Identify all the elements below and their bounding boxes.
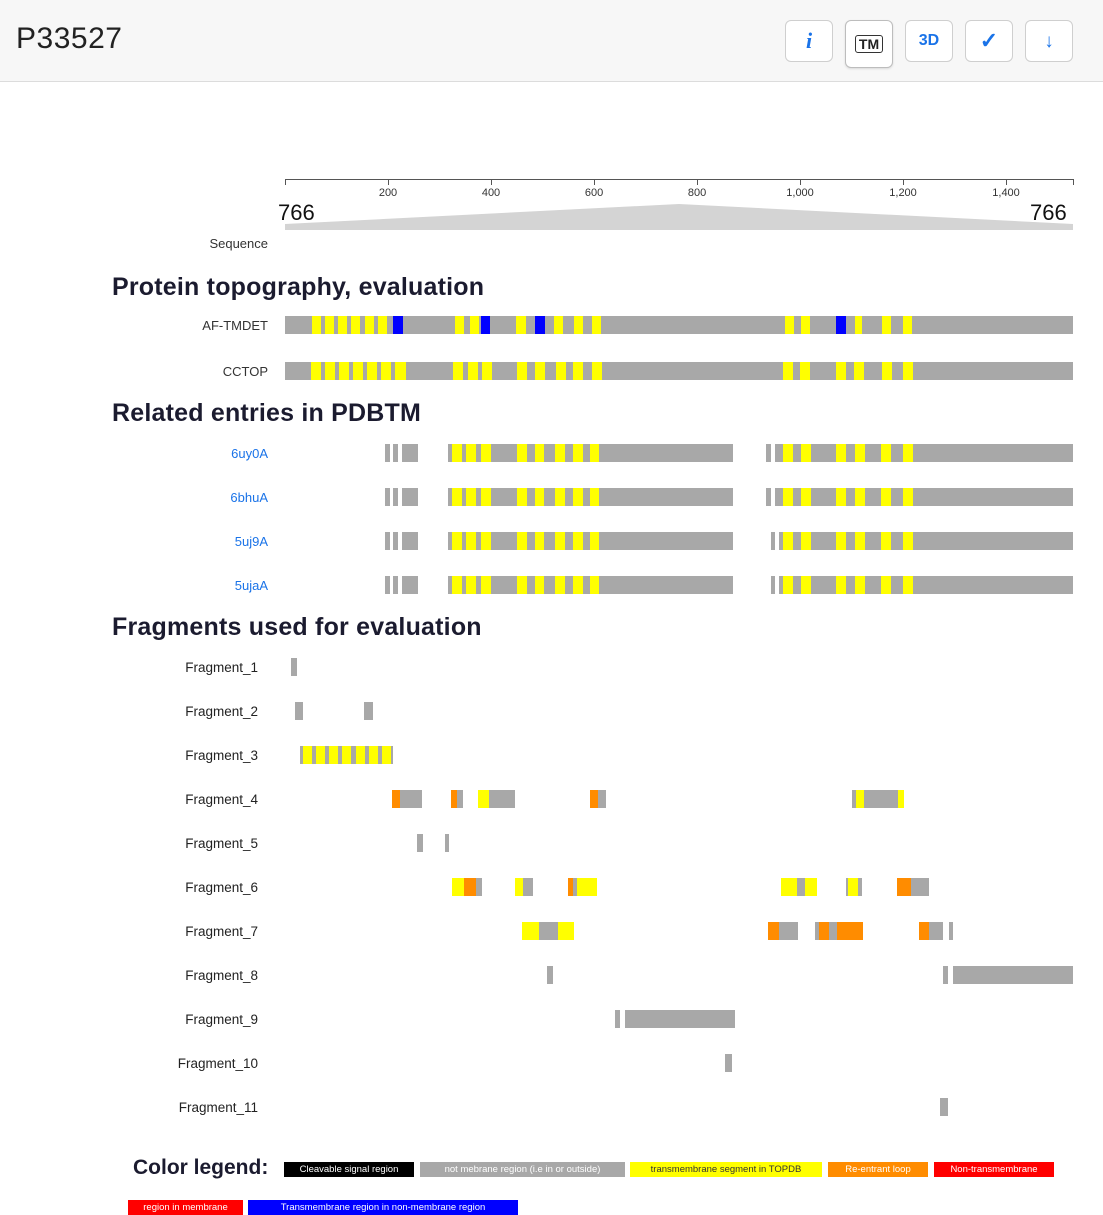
track-segment <box>592 362 602 380</box>
fragment-row-track[interactable] <box>285 922 1073 940</box>
track-segment <box>768 922 779 940</box>
track-segment <box>943 966 948 984</box>
track-segment <box>615 1010 620 1028</box>
fragment-row-track[interactable] <box>285 658 1073 676</box>
fragment-row-label: Fragment_5 <box>185 836 258 851</box>
track-segment <box>285 316 1073 334</box>
track-segment <box>466 576 476 594</box>
track-segment <box>725 1054 732 1072</box>
pdbtm-row-label[interactable]: 6uy0A <box>231 446 268 461</box>
track-segment <box>766 444 771 462</box>
header-toolbar <box>785 20 1073 68</box>
track-segment <box>882 362 892 380</box>
track-segment <box>325 362 335 380</box>
track-segment <box>381 362 391 380</box>
pdbtm-row-track[interactable] <box>285 488 1073 506</box>
fragment-row-label: Fragment_1 <box>185 660 258 675</box>
track-segment <box>836 444 846 462</box>
track-segment <box>775 488 1073 506</box>
track-segment <box>903 532 913 550</box>
track-segment <box>378 316 387 334</box>
track-segment <box>554 316 563 334</box>
tm-icon: TM <box>855 35 883 53</box>
track-segment <box>771 576 775 594</box>
track-segment <box>466 532 476 550</box>
tm-button[interactable] <box>845 20 893 68</box>
track-segment <box>882 316 891 334</box>
pdbtm-row-track[interactable] <box>285 532 1073 550</box>
fragment-row-label: Fragment_4 <box>185 792 258 807</box>
pdbtm-row-label[interactable]: 5uj9A <box>234 534 268 549</box>
track-segment <box>590 488 599 506</box>
track-segment <box>402 488 418 506</box>
track-segment <box>785 316 794 334</box>
track-segment <box>590 532 599 550</box>
track-segment <box>535 444 544 462</box>
track-segment <box>385 576 390 594</box>
track-segment <box>392 790 400 808</box>
app-header <box>0 0 1103 82</box>
track-segment <box>783 362 793 380</box>
threed-button[interactable] <box>905 20 953 62</box>
legend-item: Cleavable signal region <box>284 1162 414 1177</box>
ruler-tick-label: 400 <box>481 187 501 199</box>
track-segment <box>452 532 462 550</box>
ruler-tick <box>388 179 389 185</box>
track-segment <box>577 878 597 896</box>
ruler-tick-label: 600 <box>584 187 604 199</box>
check-icon: ✓ <box>979 28 999 53</box>
track-segment <box>783 576 793 594</box>
track-segment <box>452 444 462 462</box>
ruler-tick-label: 1,000 <box>786 187 814 199</box>
ruler-tick <box>594 179 595 185</box>
track-segment <box>903 576 913 594</box>
track-segment <box>402 444 418 462</box>
track-segment <box>522 922 539 940</box>
track-segment <box>517 444 527 462</box>
track-segment <box>555 444 565 462</box>
ruler-tick <box>1006 179 1007 185</box>
fragment-row-label: Fragment_8 <box>185 968 258 983</box>
track-segment <box>316 746 325 764</box>
ruler-tick-label: 1,200 <box>889 187 917 199</box>
validate-button[interactable] <box>965 20 1013 62</box>
track-segment <box>452 576 462 594</box>
track-segment <box>783 488 793 506</box>
track-segment <box>311 362 321 380</box>
legend-item: Re-entrant loop <box>828 1162 928 1177</box>
track-segment <box>466 444 476 462</box>
track-segment <box>837 922 863 940</box>
track-segment <box>903 316 912 334</box>
track-segment <box>365 316 374 334</box>
track-segment <box>291 658 297 676</box>
track-segment <box>382 746 391 764</box>
track-segment <box>573 532 583 550</box>
track-segment <box>393 532 398 550</box>
track-segment <box>855 532 865 550</box>
pdbtm-row-label[interactable]: 6bhuA <box>230 490 268 505</box>
track-segment <box>836 532 846 550</box>
track-segment <box>353 362 363 380</box>
ruler-tick <box>491 179 492 185</box>
legend-item: not mebrane region (i.e in or outside) <box>420 1162 625 1177</box>
track-segment <box>855 488 865 506</box>
track-segment <box>452 488 462 506</box>
track-segment <box>881 576 891 594</box>
download-button[interactable] <box>1025 20 1073 62</box>
section-pdbtm-title: Related entries in PDBTM <box>112 399 422 427</box>
track-segment <box>836 316 846 334</box>
legend-title: Color legend: <box>133 1156 269 1179</box>
track-segment <box>367 362 377 380</box>
section-fragments-title: Fragments used for evaluation <box>112 613 482 641</box>
track-segment <box>417 834 423 852</box>
track-segment <box>949 922 953 940</box>
fragment-row-track[interactable] <box>285 790 1073 808</box>
track-segment <box>325 316 334 334</box>
legend-item: region in membrane <box>128 1200 243 1215</box>
info-icon: i <box>805 28 813 53</box>
pdbtm-row-track[interactable] <box>285 576 1073 594</box>
fragment-row-track[interactable] <box>285 1010 1073 1028</box>
sequence-end-length: 766 <box>1030 200 1067 225</box>
track-segment <box>801 316 810 334</box>
track-segment <box>881 532 891 550</box>
track-segment <box>393 444 398 462</box>
track-segment <box>535 488 544 506</box>
track-segment <box>515 878 523 896</box>
track-segment <box>779 532 1073 550</box>
track-segment <box>855 576 865 594</box>
track-segment <box>451 790 457 808</box>
track-segment <box>555 488 565 506</box>
track-segment <box>481 532 491 550</box>
track-segment <box>819 922 829 940</box>
track-segment <box>848 878 858 896</box>
track-segment <box>481 316 490 334</box>
track-segment <box>836 576 846 594</box>
topography-row-label: AF-TMDET <box>202 318 268 333</box>
track-segment <box>535 316 545 334</box>
track-segment <box>312 316 321 334</box>
sequence-label: Sequence <box>209 236 268 251</box>
track-segment <box>547 966 553 984</box>
track-segment <box>517 488 527 506</box>
track-segment <box>856 790 864 808</box>
legend-item: Non-transmembrane <box>934 1162 1054 1177</box>
info-button[interactable] <box>785 20 833 62</box>
topography-row-track[interactable] <box>285 362 1073 380</box>
ruler-tick-label: 200 <box>378 187 398 199</box>
track-segment <box>356 746 365 764</box>
legend-item: transmembrane segment in TOPDB <box>630 1162 822 1177</box>
track-segment <box>558 922 574 940</box>
track-segment <box>836 362 846 380</box>
ruler-axis <box>285 179 1073 180</box>
track-segment <box>303 746 312 764</box>
track-segment <box>482 362 492 380</box>
fragment-row-label: Fragment_10 <box>177 1056 258 1071</box>
track-segment <box>342 746 351 764</box>
track-segment <box>779 576 1073 594</box>
track-segment <box>573 362 583 380</box>
fragment-row-track[interactable] <box>285 746 1073 764</box>
track-segment <box>295 702 303 720</box>
page-title: P33527 <box>16 22 123 55</box>
pdbtm-row-track[interactable] <box>285 444 1073 462</box>
fragment-row-label: Fragment_7 <box>185 924 258 939</box>
track-segment <box>517 576 527 594</box>
track-segment <box>481 444 491 462</box>
track-segment <box>573 444 583 462</box>
track-segment <box>466 488 476 506</box>
track-segment <box>854 362 864 380</box>
track-segment <box>468 362 478 380</box>
track-segment <box>455 316 464 334</box>
track-segment <box>573 576 583 594</box>
track-segment <box>393 316 403 334</box>
section-topography-title: Protein topography, evaluation <box>112 273 485 301</box>
track-segment <box>517 362 527 380</box>
track-segment <box>801 576 811 594</box>
track-segment <box>464 878 476 896</box>
track-segment <box>453 362 463 380</box>
track-segment <box>516 316 526 334</box>
download-icon: ↓ <box>1044 30 1054 52</box>
track-segment <box>592 316 601 334</box>
track-segment <box>402 576 418 594</box>
fragment-row-track[interactable] <box>285 1054 1073 1072</box>
track-segment <box>590 444 599 462</box>
track-segment <box>771 532 775 550</box>
track-segment <box>385 488 390 506</box>
track-segment <box>393 576 398 594</box>
track-segment <box>881 444 891 462</box>
track-segment <box>393 488 398 506</box>
track-segment <box>568 878 573 896</box>
track-segment <box>517 532 527 550</box>
legend-item: Transmembrane region in non-membrane region <box>248 1200 518 1215</box>
track-segment <box>481 576 491 594</box>
track-segment <box>555 576 565 594</box>
track-segment <box>535 532 544 550</box>
track-segment <box>800 362 810 380</box>
track-segment <box>805 878 817 896</box>
fragment-row-track[interactable] <box>285 702 1073 720</box>
ruler-end-cap <box>285 179 286 185</box>
ruler-tick-label: 800 <box>687 187 707 199</box>
track-segment <box>781 878 797 896</box>
track-segment <box>385 532 390 550</box>
track-segment <box>339 362 349 380</box>
track-segment <box>897 878 911 896</box>
track-segment <box>351 316 360 334</box>
track-segment <box>364 702 373 720</box>
ruler-end-cap <box>1073 179 1074 185</box>
track-segment <box>919 922 929 940</box>
track-segment <box>903 362 913 380</box>
track-segment <box>801 532 811 550</box>
track-segment <box>478 790 489 808</box>
zoom-funnel <box>285 200 1073 230</box>
track-segment <box>625 1010 735 1028</box>
track-segment <box>555 532 565 550</box>
track-segment <box>903 444 913 462</box>
track-segment <box>766 488 771 506</box>
track-segment <box>898 790 904 808</box>
topography-row-label: CCTOP <box>222 364 268 379</box>
track-segment <box>535 576 544 594</box>
3d-icon: 3D <box>918 32 940 49</box>
track-segment <box>470 316 479 334</box>
track-segment <box>590 576 599 594</box>
track-segment <box>940 1098 948 1116</box>
ruler-tick-label: 1,400 <box>992 187 1020 199</box>
track-segment <box>402 532 418 550</box>
fragment-row-track[interactable] <box>285 834 1073 852</box>
ruler-tick <box>697 179 698 185</box>
fragment-row-track[interactable] <box>285 878 1073 896</box>
ruler-tick <box>903 179 904 185</box>
track-segment <box>338 316 347 334</box>
track-segment <box>556 362 566 380</box>
sequence-start-length: 766 <box>278 200 315 225</box>
track-segment <box>445 834 449 852</box>
track-segment <box>775 444 1073 462</box>
track-segment <box>881 488 891 506</box>
fragment-row-track[interactable] <box>285 966 1073 984</box>
track-segment <box>836 488 846 506</box>
track-segment <box>953 966 1073 984</box>
track-segment <box>574 316 583 334</box>
track-segment <box>573 488 583 506</box>
track-segment <box>903 488 913 506</box>
track-segment <box>395 362 406 380</box>
fragment-row-label: Fragment_6 <box>185 880 258 895</box>
track-segment <box>385 444 390 462</box>
fragment-row-label: Fragment_11 <box>178 1100 258 1115</box>
pdbtm-row-label[interactable]: 5ujaA <box>234 578 268 593</box>
track-segment <box>369 746 378 764</box>
track-segment <box>783 444 793 462</box>
fragment-row-track[interactable] <box>285 1098 1073 1116</box>
track-segment <box>535 362 545 380</box>
track-segment <box>855 444 865 462</box>
track-segment <box>481 488 491 506</box>
fragment-row-label: Fragment_2 <box>185 704 258 719</box>
fragment-row-label: Fragment_9 <box>185 1012 258 1027</box>
track-segment <box>801 488 811 506</box>
track-segment <box>855 316 862 334</box>
track-segment <box>590 790 598 808</box>
track-segment <box>329 746 338 764</box>
track-segment <box>783 532 793 550</box>
fragment-row-label: Fragment_3 <box>185 748 258 763</box>
track-segment <box>801 444 811 462</box>
topography-row-track[interactable] <box>285 316 1073 334</box>
track-segment <box>452 878 464 896</box>
ruler-tick <box>800 179 801 185</box>
